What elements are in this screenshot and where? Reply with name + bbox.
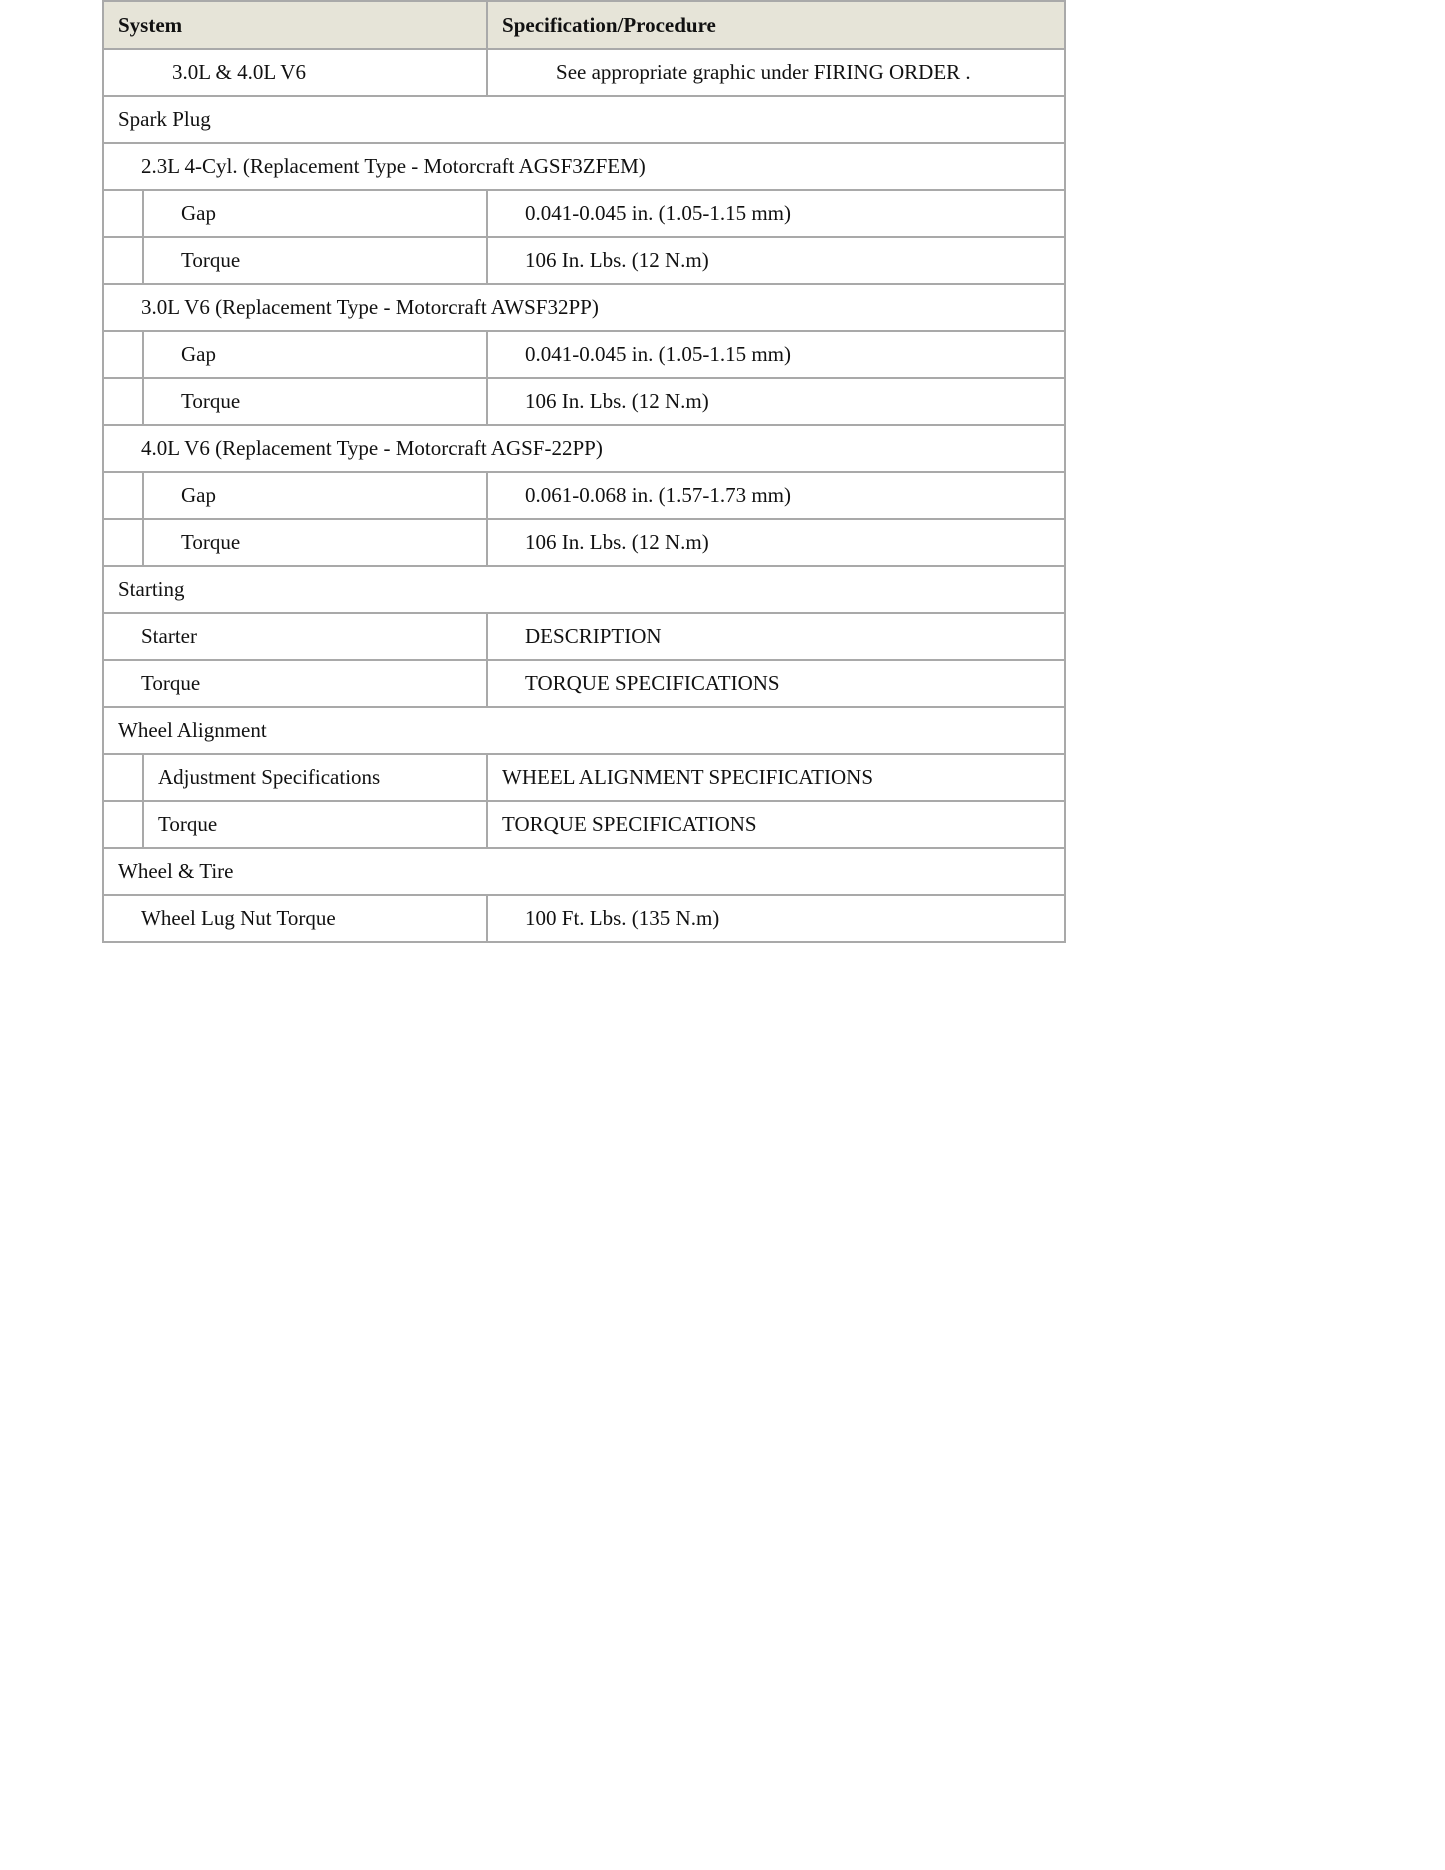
indent-cell xyxy=(103,331,143,378)
row-label: Torque xyxy=(143,519,487,566)
subsection-row xyxy=(103,425,1065,472)
indent-cell xyxy=(103,519,143,566)
indent-cell xyxy=(103,801,143,848)
row-label: Torque xyxy=(143,378,487,425)
table-row xyxy=(103,237,1065,284)
row-value: 0.041-0.045 in. (1.05-1.15 mm) xyxy=(487,190,1065,237)
table-row xyxy=(103,331,1065,378)
subsection-label: 4.0L V6 (Replacement Type - Motorcraft AGSF-22PP) xyxy=(103,425,1065,472)
table-row xyxy=(103,895,1065,942)
row-label: Starter xyxy=(103,613,487,660)
row-value: DESCRIPTION xyxy=(487,613,1065,660)
row-value: 100 Ft. Lbs. (135 N.m) xyxy=(487,895,1065,942)
indent-cell xyxy=(103,378,143,425)
header-specification: Specification/Procedure xyxy=(487,1,1065,49)
indent-cell xyxy=(103,472,143,519)
table-header-row xyxy=(103,1,1065,49)
section-label: Spark Plug xyxy=(103,96,1065,143)
section-row xyxy=(103,707,1065,754)
table-row xyxy=(103,660,1065,707)
specifications-table xyxy=(102,0,1066,943)
table-row xyxy=(103,613,1065,660)
row-value: TORQUE SPECIFICATIONS xyxy=(487,660,1065,707)
subsection-label: 3.0L V6 (Replacement Type - Motorcraft AWSF32PP) xyxy=(103,284,1065,331)
subsection-row xyxy=(103,143,1065,190)
table-row xyxy=(103,472,1065,519)
row-value: 106 In. Lbs. (12 N.m) xyxy=(487,378,1065,425)
subsection-row xyxy=(103,284,1065,331)
row-value: 106 In. Lbs. (12 N.m) xyxy=(487,237,1065,284)
section-row xyxy=(103,566,1065,613)
table-row xyxy=(103,378,1065,425)
section-label: Starting xyxy=(103,566,1065,613)
row-value: WHEEL ALIGNMENT SPECIFICATIONS xyxy=(487,754,1065,801)
table-row xyxy=(103,519,1065,566)
row-label: Torque xyxy=(103,660,487,707)
indent-cell xyxy=(103,190,143,237)
row-value: 0.061-0.068 in. (1.57-1.73 mm) xyxy=(487,472,1065,519)
row-label: Wheel Lug Nut Torque xyxy=(103,895,487,942)
header-system: System xyxy=(103,1,487,49)
row-label: Gap xyxy=(143,331,487,378)
row-label: Torque xyxy=(143,801,487,848)
indent-cell xyxy=(103,754,143,801)
section-row xyxy=(103,96,1065,143)
row-label: 3.0L & 4.0L V6 xyxy=(103,49,487,96)
table-row xyxy=(103,49,1065,96)
row-value: TORQUE SPECIFICATIONS xyxy=(487,801,1065,848)
subsection-label: 2.3L 4-Cyl. (Replacement Type - Motorcraft AGSF3ZFEM) xyxy=(103,143,1065,190)
table-row xyxy=(103,754,1065,801)
table-row xyxy=(103,190,1065,237)
row-value: 106 In. Lbs. (12 N.m) xyxy=(487,519,1065,566)
row-label: Gap xyxy=(143,190,487,237)
row-label: Adjustment Specifications xyxy=(143,754,487,801)
section-label: Wheel Alignment xyxy=(103,707,1065,754)
row-label: Torque xyxy=(143,237,487,284)
row-label: Gap xyxy=(143,472,487,519)
indent-cell xyxy=(103,237,143,284)
table-row xyxy=(103,801,1065,848)
section-label: Wheel & Tire xyxy=(103,848,1065,895)
row-value: 0.041-0.045 in. (1.05-1.15 mm) xyxy=(487,331,1065,378)
section-row xyxy=(103,848,1065,895)
row-value: See appropriate graphic under FIRING ORDER . xyxy=(487,49,1065,96)
